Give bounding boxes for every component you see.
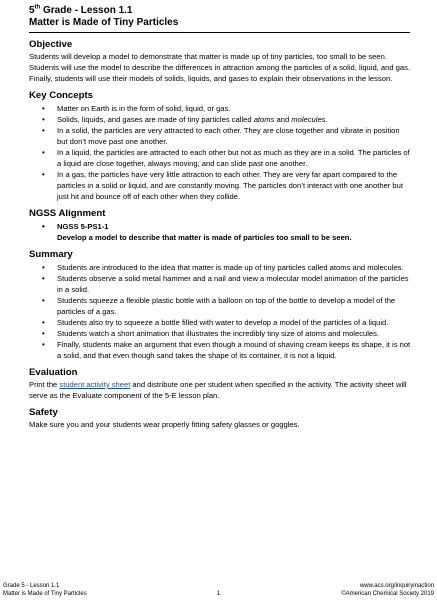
summary-item: • Students watch a short animation that illustrates the incredibly tiny size of atoms and molecules.	[29, 328, 412, 339]
lesson-title: Matter is Made of Tiny Particles	[29, 17, 179, 28]
summary-item: • Finally, students make an argument that even though a mound of shaving cream keeps its shape, it is not a solid, and that even though sand takes the shape of its container, it is not a liquid.	[29, 339, 412, 361]
summary-item: • Students observe a solid metal hammer and a nail and view a molecular model animation of the particles in a solid.	[29, 273, 412, 295]
key-concepts-list	[29, 103, 412, 202]
footer-lesson-title: Matter is Made of Tiny Particles	[3, 591, 87, 597]
footer-website: www.acs.org/inquiryinaction	[359, 583, 434, 589]
evaluation-text: Print the student activity sheet and distribute one per student when specified in the activity. The activity sheet will serve as the Evaluate component of the 5-E lesson plan.	[29, 380, 407, 400]
footer-grade-lesson: Grade 5 - Lesson 1.1	[3, 583, 60, 589]
key-concept-item: • Matter on Earth is in the form of solid, liquid, or gas.	[29, 103, 412, 114]
lesson-page	[29, 5, 412, 430]
summary-item: • Students are introduced to the idea that matter is made up of tiny particles called atoms and molecules.	[29, 262, 412, 273]
grade-lesson-heading: 5th Grade - Lesson 1.1	[29, 4, 133, 16]
student-activity-sheet-link[interactable]: student activity sheet	[59, 380, 131, 389]
key-concept-item: • In a liquid, the particles are attracted to each other but not as much as they are in a solid. The particles of a liquid are close together, always moving, and can slide past one another.	[29, 147, 412, 169]
key-concept-item: • Solids, liquids, and gases are made of tiny particles called atoms and molecules.	[29, 114, 412, 125]
summary-heading: Summary	[29, 249, 73, 260]
title-divider	[29, 32, 410, 33]
page-footer	[0, 582, 437, 600]
objective-heading: Objective	[29, 39, 73, 50]
evaluation-heading: Evaluation	[29, 367, 78, 378]
summary-item: • Students squeeze a flexible plastic bottle with a balloon on top of the bottle to develop a model of the particles of a gas.	[29, 295, 412, 317]
key-concepts-heading: Key Concepts	[29, 90, 93, 101]
key-concept-item: • In a gas, the particles have very little attraction to each other. They are very far apart compared to the particles in a solid or liquid, and are constantly moving. The particles don’t interact with one another but just hit and bounce off of each other when they collide.	[29, 169, 412, 202]
ngss-statement: Develop a model to describe that matter is made of particles too small to be seen.	[57, 233, 352, 242]
summary-item: • Students also try to squeeze a bottle filled with water to develop a model of the particles of a liquid.	[29, 317, 412, 328]
key-concept-item: • In a solid, the particles are very attracted to each other. They are close together and vibrate in position but don’t move past one another.	[29, 125, 412, 147]
ngss-heading: NGSS Alignment	[29, 208, 106, 219]
objective-text: Students will develop a model to demonstrate that matter is made up of tiny particles, too small to be seen. Students will use the model to describe the differences in attraction among the particles of a solid, liquid, and gas. Finally, students will use their models of solids, liquids, and gases to explain their observations in the lesson.	[29, 52, 411, 83]
footer-copyright: ©American Chemical Society 2019	[341, 591, 434, 597]
safety-heading: Safety	[29, 407, 58, 418]
summary-list	[29, 262, 412, 361]
page-number: 1	[216, 591, 221, 597]
footer-right	[341, 582, 434, 598]
ngss-item	[29, 221, 412, 243]
ngss-list	[29, 221, 412, 243]
safety-text: Make sure you and your students wear properly fitting safety glasses or goggles.	[29, 420, 300, 429]
ngss-code: NGSS 5-PS1-1	[57, 222, 109, 231]
